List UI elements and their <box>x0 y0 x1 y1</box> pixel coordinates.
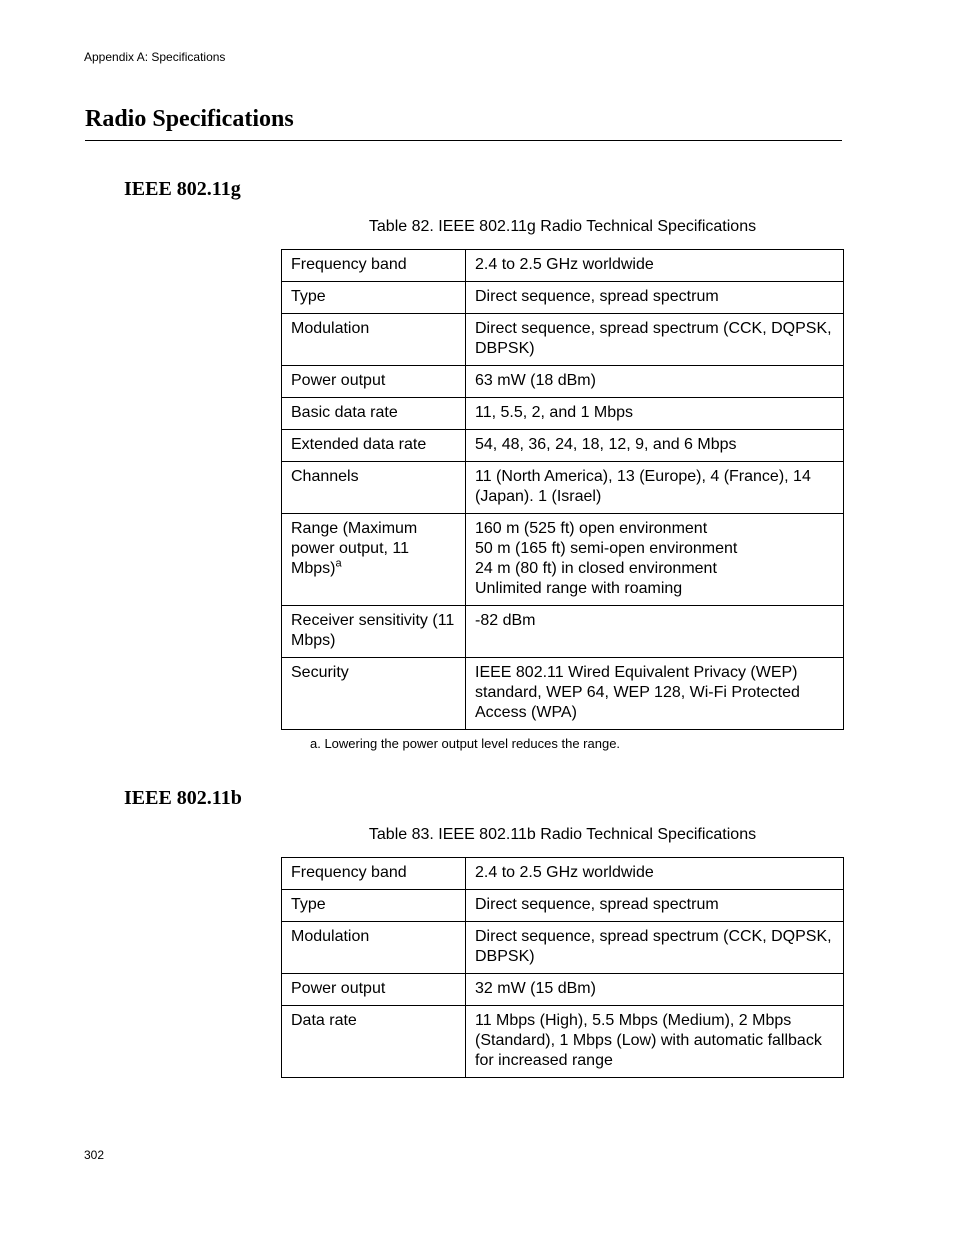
page-number: 302 <box>84 1148 105 1162</box>
table-row <box>282 250 844 282</box>
spec-label-cell <box>282 430 466 462</box>
spec-value-cell <box>466 858 844 890</box>
spec-value-line: Unlimited range with roaming <box>475 580 683 597</box>
spec-label-cell <box>282 890 466 922</box>
spec-value-line: 32 mW (15 dBm) <box>475 980 596 997</box>
spec-table-80211g <box>281 249 844 730</box>
table-row <box>282 974 844 1006</box>
footnote-marker: a <box>335 557 342 570</box>
spec-label: Power output <box>291 980 386 997</box>
spec-value-line: 54, 48, 36, 24, 18, 12, 9, and 6 Mbps <box>475 436 737 453</box>
spec-value-line: Direct sequence, spread spectrum (CCK, DQPSK, DBPSK) <box>475 928 832 965</box>
spec-value-cell <box>466 462 844 514</box>
spec-value-line: 160 m (525 ft) open environment <box>475 520 708 537</box>
table-row <box>282 462 844 514</box>
spec-value-cell <box>466 514 844 606</box>
spec-label: Type <box>291 288 326 305</box>
table-caption-80211g: Table 82. IEEE 802.11g Radio Technical Specifications <box>368 218 757 235</box>
table-row <box>282 282 844 314</box>
spec-value-line: 2.4 to 2.5 GHz worldwide <box>475 256 654 273</box>
spec-value-line: -82 dBm <box>475 612 536 629</box>
spec-label: Frequency band <box>291 864 407 881</box>
spec-value-line: Direct sequence, spread spectrum <box>475 896 719 913</box>
spec-label-cell <box>282 606 466 658</box>
spec-value-cell <box>466 314 844 366</box>
spec-label: Channels <box>291 468 359 485</box>
table-row <box>282 890 844 922</box>
spec-label: Type <box>291 896 326 913</box>
spec-value-cell <box>466 1006 844 1078</box>
spec-value-line: 24 m (80 ft) in closed environment <box>475 560 717 577</box>
subsection-heading-80211b: IEEE 802.11b <box>124 787 242 809</box>
spec-value-line: Direct sequence, spread spectrum (CCK, DQPSK, DBPSK) <box>475 320 832 357</box>
subsection-heading-80211g: IEEE 802.11g <box>124 178 241 200</box>
spec-value-line: 50 m (165 ft) semi-open environment <box>475 540 738 557</box>
spec-label-cell <box>282 922 466 974</box>
spec-label-cell <box>282 514 466 606</box>
spec-value-cell <box>466 430 844 462</box>
spec-value-line: 2.4 to 2.5 GHz worldwide <box>475 864 654 881</box>
spec-label-cell <box>282 250 466 282</box>
spec-value-line: 11, 5.5, 2, and 1 Mbps <box>475 404 634 421</box>
spec-value-cell <box>466 366 844 398</box>
spec-label: Frequency band <box>291 256 407 273</box>
table-footnote: a. Lowering the power output level reduces the range. <box>310 736 621 751</box>
spec-value-cell <box>466 890 844 922</box>
spec-value-line: 63 mW (18 dBm) <box>475 372 596 389</box>
spec-label-cell <box>282 282 466 314</box>
table-row <box>282 606 844 658</box>
spec-label: Modulation <box>291 928 370 945</box>
spec-label-cell <box>282 398 466 430</box>
table-row <box>282 366 844 398</box>
table-row <box>282 922 844 974</box>
spec-value-cell <box>466 250 844 282</box>
spec-label-cell <box>282 366 466 398</box>
spec-label-cell <box>282 1006 466 1078</box>
spec-value-line: Direct sequence, spread spectrum <box>475 288 719 305</box>
spec-value-cell <box>466 974 844 1006</box>
spec-value-cell <box>466 922 844 974</box>
spec-label-cell <box>282 974 466 1006</box>
table-row <box>282 314 844 366</box>
spec-label: Data rate <box>291 1012 357 1029</box>
spec-value-cell <box>466 658 844 730</box>
table-row <box>282 514 844 606</box>
spec-label-cell <box>282 314 466 366</box>
table-row <box>282 658 844 730</box>
table-row <box>282 430 844 462</box>
spec-value-cell <box>466 606 844 658</box>
spec-label: Security <box>291 664 349 681</box>
section-title: Radio Specifications <box>85 106 294 132</box>
spec-label: Basic data rate <box>291 404 398 421</box>
spec-value-cell <box>466 398 844 430</box>
spec-label: Modulation <box>291 320 370 337</box>
spec-label: Extended data rate <box>291 436 427 453</box>
spec-label: Power output <box>291 372 386 389</box>
table-caption-80211b: Table 83. IEEE 802.11b Radio Technical Specifications <box>368 826 757 843</box>
table-row <box>282 1006 844 1078</box>
table-row <box>282 858 844 890</box>
spec-label-cell <box>282 658 466 730</box>
spec-label: Receiver sensitivity (11 Mbps) <box>291 612 455 649</box>
spec-label-cell <box>282 462 466 514</box>
spec-label-cell <box>282 858 466 890</box>
section-title-rule <box>85 140 842 141</box>
table-row <box>282 398 844 430</box>
running-head: Appendix A: Specifications <box>84 50 226 64</box>
spec-value-line: 11 (North America), 13 (Europe), 4 (France), 14 (Japan). 1 (Israel) <box>475 468 811 505</box>
spec-value-line: 11 Mbps (High), 5.5 Mbps (Medium), 2 Mbps (Standard), 1 Mbps (Low) with automatic fallback for increased range <box>475 1012 822 1069</box>
spec-table-80211b <box>281 857 844 1078</box>
spec-label: Range (Maximum power output, 11 Mbps) <box>291 520 418 577</box>
spec-value-line: IEEE 802.11 Wired Equivalent Privacy (WEP) standard, WEP 64, WEP 128, Wi-Fi Protected Access (WPA) <box>475 664 800 721</box>
spec-value-cell <box>466 282 844 314</box>
